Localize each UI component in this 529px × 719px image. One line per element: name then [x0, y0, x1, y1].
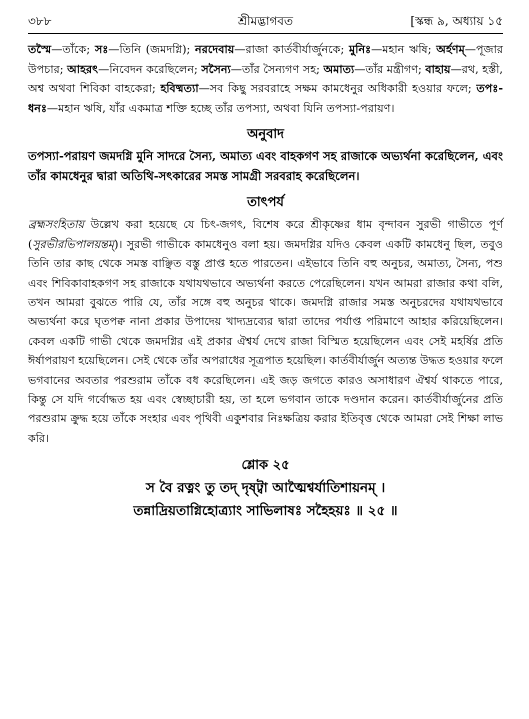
synonym-term: তস্মৈ	[28, 42, 52, 56]
purport-fragment: )। সুরভী গাভীকে কামধেনুও বলা হয়। জমদগ্নির যদিও কেবল একটি কামধেনু ছিল, তবুও তিনি তার কাছ থেকে সমস্ত বাঞ্ছিত বস্তু প্রাপ্ত হতে পারতেন। এইভাবে তিনি বহু অনুচর, অমাত্য, সৈন্য, পশু এবং শিবিকাবাহকগণ সহ রাজাকে যথাযথভাবে অভ্যর্থনা করতে পেরেছিলেন। যখন আমরা রাজার কথা বলি, তখন আমরা বুঝতে পারি যে, তাঁর সঙ্গে বহু অনুচর থাকে। জমদগ্নি রাজার সমস্ত অনুচরদের যথাযথভাবে অভ্যর্থনা করে ঘৃতপক্ব নানা প্রকার উপাদেয় খাদ্যদ্রব্যের দ্বারা তাদের পর্যাপ্ত পরিমাণে আহার করিয়েছিলেন। কেবল একটি গাভী থেকে জমদগ্নির এই প্রকার ঐশ্বর্য দেখে রাজা বিস্মিত হয়েছিলেন এবং সেই মহর্ষির প্রতি ঈর্ষাপরায়ণ হয়েছিলেন। সেই থেকে তাঁর অপরাধের সূত্রপাত হয়েছিল। কার্তবীর্যার্জুন অত্যন্ত উদ্ধত হওয়ার ফলে ভগবানের অবতার পরশুরাম তাঁকে বধ করেছিলেন। এই জড় জগতে কারও অসাধারণ ঐশ্বর্য থাকতে পারে, কিন্তু সে যদি গর্বোদ্ধত হয় এবং স্বেচ্ছাচারী হয়, তা হলে ভগবান তাকে দণ্ডদান করেন। কার্তবীর্যার্জুনের প্রতি পরশুরাম ক্রুদ্ধ হয়ে তাঁকে সংহার এবং পৃথিবী একুশবার নিঃক্ষত্রিয় করার ইতিবৃত্ত থেকে আমরা সেই শিক্ষা লাভ করি।	[28, 237, 504, 445]
page-header	[28, 10, 503, 32]
synonym-meaning: —তাঁর সৈন্যগণ সহ;	[230, 62, 324, 76]
synonym-term: তপঃ-ধনঃ	[28, 81, 503, 115]
synonym-term: অর্হণম্	[436, 42, 465, 56]
page-number: ৩৮৮	[28, 14, 52, 28]
synonym-meaning: —তাঁর মন্ত্রীগণ;	[354, 62, 426, 76]
chapter-reference: [স্কন্ধ ৯, অধ্যায় ১৫	[410, 14, 503, 28]
scripture-reference: ব্রহ্মসংহিতায়	[28, 218, 85, 232]
synonym-meaning: —পূজার উপচার;	[28, 43, 503, 76]
translation-heading: অনুবাদ	[247, 127, 284, 143]
scripture-quote: সুরভীরভিপালয়ন্তম্	[32, 237, 115, 251]
synonym-meaning: —সব কিছু সরবরাহে সক্ষম কামধেনুর অধিকারী হওয়ার ফলে;	[198, 82, 477, 96]
synonym-meaning: —মহান ঋষি;	[371, 43, 437, 56]
purport-fragment: উল্লেখ করা হয়েছে যে চিৎ-জগৎ, বিশেষ করে শ্রীকৃষ্ণের ধাম বৃন্দাবন সুরভী গাভীতে পূর্ণ (	[28, 218, 503, 251]
verse-label: শ্লোক ২৫	[241, 458, 290, 474]
synonym-term: আহরৎ	[67, 61, 99, 76]
synonym-meaning: —রথ, হস্তী, অশ্ব অথবা শিবিকা বাহকেরা;	[28, 62, 503, 96]
purport-heading: তাৎপর্য	[247, 195, 284, 211]
translation-text: তপস্যা-পরায়ণ জমদগ্নি মুনি সাদরে সৈন্য, অমাত্য এবং বাহকগণ সহ রাজাকে অভ্যর্থনা করেছিলেন, এবং তাঁর কামধেনুর দ্বারা অতিথি-সৎকারের সমস্ত সামগ্রী সরবরাহ করেছিলেন।	[28, 149, 503, 183]
synonym-term: মুনিঃ	[349, 42, 372, 56]
synonym-term: অমাত্য	[323, 61, 355, 76]
header-divider	[28, 33, 503, 34]
synonym-term: সঃ	[94, 42, 109, 56]
synonym-meaning: —মহান ঋষি, যাঁর একমাত্র শক্তি হচ্ছে তাঁর তপস্যা, অথবা যিনি তপস্যা-পরায়ণ।	[46, 101, 395, 115]
synonym-term: হবিষ্মত্যা	[160, 81, 199, 96]
purport-text	[28, 215, 503, 448]
synonym-meaning: —তাঁকে;	[51, 43, 95, 56]
page-content	[28, 40, 503, 523]
synonym-meaning: —রাজা কার্তবীর্যার্জুনকে;	[234, 43, 350, 56]
synonym-term: নরদেবায়	[195, 42, 235, 56]
verse-line: তন্নাদ্রিয়তাগ্নিহোত্র্যাং সাভিলাষঃ সহৈহয়ঃ ॥ ২৫ ॥	[133, 503, 398, 520]
word-synonyms	[28, 40, 503, 118]
verse-line: স বৈ রত্নং তু তদ্ দৃষ্ট্বা আত্মৈশ্বর্যাতিশায়নম্ ।	[145, 480, 386, 497]
synonym-term: সসৈন্য	[201, 61, 231, 76]
synonym-meaning: —নিবেদন করেছিলেন;	[98, 62, 202, 76]
synonym-meaning: —তিনি (জমদগ্নি);	[108, 43, 196, 56]
synonym-term: বাহায়	[425, 61, 451, 76]
book-title: শ্রীমদ্ভাগবত	[237, 14, 293, 28]
